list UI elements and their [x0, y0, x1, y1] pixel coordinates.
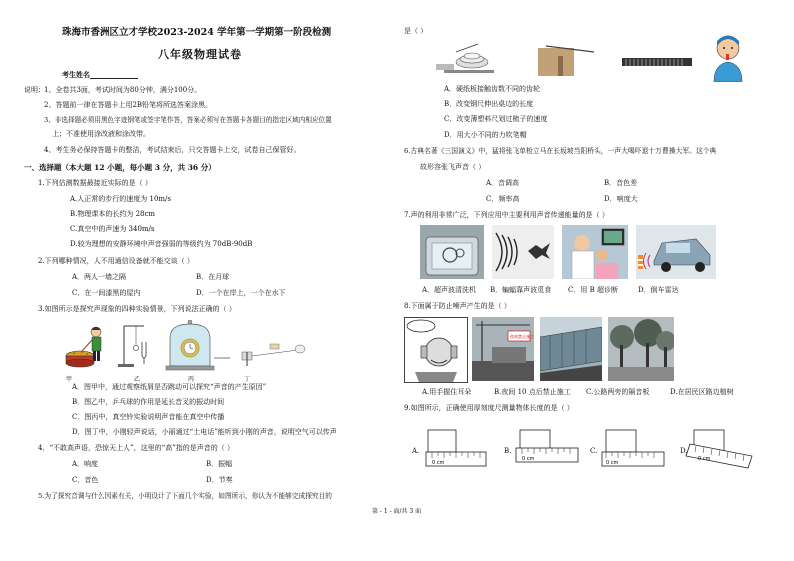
- instruction-3-cont: 上；不准使用涂改液和涂改带。: [52, 130, 150, 138]
- ruler-option-a-image: [426, 430, 486, 466]
- q4-option-b[interactable]: B．振幅: [206, 460, 233, 468]
- fig-label-ding: 丁: [244, 376, 251, 383]
- q6-option-b[interactable]: B．音色差: [604, 179, 638, 187]
- instruction-1: 1、全卷共3面，考试时间为80分钟，满分100分。: [44, 86, 202, 94]
- name-label: 考生姓名: [62, 70, 90, 79]
- q5-option-c[interactable]: C．改变薄塑料尺划过梳子的速度: [444, 115, 548, 123]
- q7-option-d[interactable]: D．倒车雷达: [638, 286, 679, 294]
- ruler-option-c-image: [602, 430, 664, 466]
- q3-option-d[interactable]: D．图丁中，小刚轻声说话，小丽通过“土电话”能听到小刚的声音，说明空气可以传声: [72, 428, 337, 436]
- q2-option-b[interactable]: B．在月球: [196, 273, 230, 281]
- ruler-d-text: 0 cm: [698, 456, 711, 462]
- fig-label-yi: 乙: [134, 376, 141, 383]
- q4-option-d[interactable]: D．节奏: [206, 476, 233, 484]
- q5-option-a[interactable]: A．硬纸板接触齿数不同的齿轮: [444, 85, 541, 93]
- instruction-3: 3、非选择题必须用黑色字迹钢笔或签字笔作答，答案必须写在答题卡各题目的指定区域内相应位置: [44, 116, 332, 124]
- school-title: 珠海市香洲区立才学校2023-2024 学年第一学期第一阶段检测: [62, 27, 332, 38]
- ruler-option-d-image: [686, 430, 752, 468]
- q2-option-c[interactable]: C．在一间漆黑的屋内: [72, 289, 141, 297]
- ruler-a-text: 0 cm: [432, 460, 445, 466]
- q9-label-b[interactable]: B.: [504, 447, 512, 455]
- bell-jar-image: [166, 320, 230, 370]
- q5-figure: [434, 40, 700, 80]
- q1-stem: 1.下列估测数据最接近实际的是（ ）: [38, 179, 152, 187]
- q2-option-d[interactable]: D．一个在岸上，一个在水下: [196, 289, 286, 297]
- q5-option-d[interactable]: D．用大小不同的力吹笔帽: [444, 131, 527, 139]
- page-footer: 第 - 1 - 面/共 3 面: [372, 508, 422, 515]
- tuning-fork-image: [118, 326, 146, 367]
- right-column: [398, 0, 794, 561]
- q3-option-b[interactable]: B．图乙中，乒乓球的作用是延长音叉的振动时间: [72, 398, 225, 406]
- q7-option-c[interactable]: C．用 B 超诊断: [568, 286, 618, 294]
- q5-stem-cont: 是（ ）: [404, 27, 428, 35]
- exam-title: 八年级物理试卷: [158, 48, 242, 61]
- fig-label-jia: 甲: [66, 376, 73, 383]
- q8-option-d[interactable]: D.在居民区路边植树: [670, 388, 734, 396]
- fig-label-bing: 丙: [188, 376, 195, 383]
- q1-option-a[interactable]: A.人正常的步行的速度为 10m/s: [70, 195, 172, 203]
- b-ultrasound-image: [562, 225, 628, 279]
- instructions-label: 说明：: [24, 86, 45, 94]
- q4-stem: 4．“不敢高声语，恐惊天上人”，这里的“高”指的是声音的（ ）: [38, 444, 234, 452]
- comb-image: [622, 58, 692, 66]
- pen-cap-boy-image: [708, 28, 748, 82]
- drum-experiment-image: [66, 327, 101, 367]
- construction-site-image: [472, 317, 534, 381]
- q8-option-c[interactable]: C.公路两旁的隔音板: [586, 388, 650, 396]
- q2-option-a[interactable]: A．两人一墙之隔: [72, 273, 127, 281]
- ultrasonic-cleaner-image: [420, 225, 484, 279]
- q9-stem: 9.如图所示，正确使用厚刻度尺测量物体长度的是（ ）: [404, 404, 574, 412]
- q6-stem-cont: 故形容张飞声音（ ）: [420, 163, 486, 171]
- q5-option-b[interactable]: B．改变钢尺伸出桌边的长度: [444, 100, 534, 108]
- q7-option-a[interactable]: A．超声波清洗机: [422, 286, 477, 294]
- q9-label-c[interactable]: C.: [590, 447, 598, 455]
- q3-option-a[interactable]: A．图甲中，通过观察纸屑是否跳动可以探究“声音的产生原因”: [72, 383, 267, 391]
- instruction-4: 4、考生务必保持答题卡的整洁，考试结束后，只交答题卡上交，试卷自己保管好。: [44, 146, 301, 154]
- q4-option-a[interactable]: A．响度: [72, 460, 99, 468]
- q7-option-b[interactable]: B．蝙蝠靠声波觅食: [490, 286, 552, 294]
- q3-option-c[interactable]: C．图丙中，真空铃实验说明声音能在真空中传播: [72, 413, 225, 421]
- q6-option-d[interactable]: D．响度大: [604, 195, 638, 203]
- q3-figure: [62, 318, 312, 376]
- q1-option-d[interactable]: D.较为理想的安静环境中声音强弱的等级约为 70dB-90dB: [70, 240, 253, 248]
- reversing-radar-image: [636, 225, 716, 279]
- q9-label-d[interactable]: D.: [680, 447, 688, 455]
- q8-option-b[interactable]: B.夜间 10 点后禁止施工: [494, 388, 571, 396]
- q1-option-c[interactable]: C.真空中的声速为 340m/s: [70, 225, 155, 233]
- q2-stem: 2.下列哪种情况，人不用通信设备就不能交谈（ ）: [38, 257, 194, 265]
- q7-stem: 7.声的利用非常广泛，下列应用中主要利用声音传递能量的是（ ）: [404, 211, 609, 219]
- q4-option-c[interactable]: C．音色: [72, 476, 99, 484]
- roadside-trees-image: [608, 317, 674, 381]
- q6-option-a[interactable]: A．音调高: [486, 179, 520, 187]
- steel-ruler-image: [538, 46, 594, 76]
- q6-option-c[interactable]: C．频率高: [486, 195, 520, 203]
- q1-option-b[interactable]: B.物理课本的长约为 28cm: [70, 210, 156, 218]
- q3-stem: 3.如图所示是探究声现象的四种实验情景，下列说法正确的（ ）: [38, 305, 236, 313]
- q5-stem: 5.为了探究音调与什么因素有关，小明设计了下面几个实验，如图所示，你认为不能够完成探究目的: [38, 492, 332, 500]
- gear-card-image: [436, 44, 494, 73]
- bat-image: [492, 225, 554, 279]
- section1-heading: 一、选择题（本大题 12 小题，每小题 3 分，共 36 分）: [24, 163, 216, 172]
- ruler-c-text: 0 cm: [606, 460, 619, 466]
- q8-option-a[interactable]: A.用手握住耳朵: [422, 388, 472, 396]
- name-blank[interactable]: [90, 71, 138, 79]
- q6-stem: 6.古典名著《三国演义》中，猛将张飞单枪立马在长坂坡当阳桥头，一声大喝吓退十万曹操大军。这个典: [404, 147, 717, 155]
- instruction-2: 2、答题前一律在答题卡上用2B铅笔将所选答案涂黑。: [44, 101, 213, 109]
- ruler-option-b-image: [516, 430, 578, 462]
- q8-stem: 8.下面属于防止噪声产生的是（ ）: [404, 302, 511, 310]
- name-field[interactable]: [62, 70, 138, 79]
- covering-ears-image: [404, 317, 468, 383]
- sound-barrier-image: [540, 317, 602, 381]
- no-night-work-sign-text: 夜间禁止施工: [510, 334, 534, 339]
- string-telephone-image: [242, 344, 305, 366]
- ruler-b-text: 0 cm: [522, 456, 535, 462]
- q9-label-a[interactable]: A.: [412, 447, 420, 455]
